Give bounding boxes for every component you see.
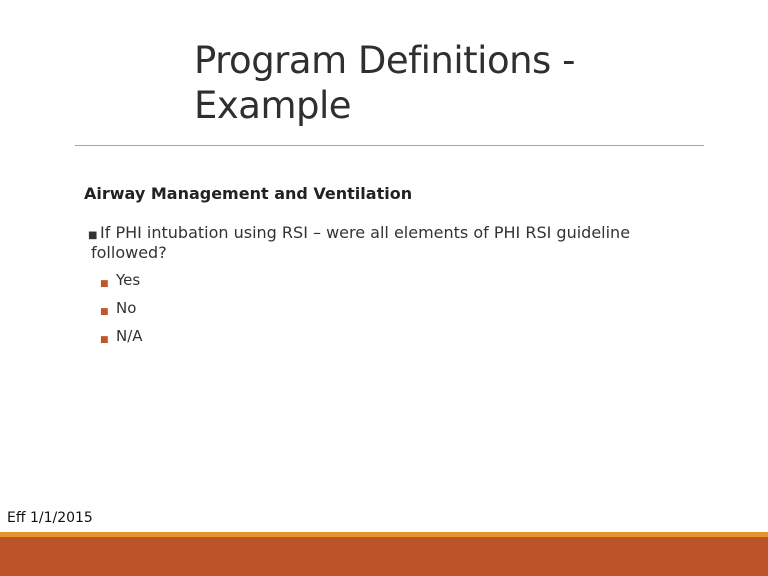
question-line-1: If PHI intubation using RSI – were all elements of PHI RSI guideline (100, 223, 631, 242)
section-subheading: Airway Management and Ventilation (84, 184, 413, 203)
question-bullet (88, 223, 698, 263)
square-bullet-icon: ■ (100, 335, 109, 345)
title-divider (75, 145, 704, 146)
answer-options-list (100, 270, 143, 354)
question-text (88, 223, 698, 263)
option-label: Yes (116, 271, 141, 289)
option-label: N/A (116, 327, 143, 345)
square-bullet-icon: ■ (100, 279, 109, 289)
question-line-2: followed? (91, 243, 167, 262)
square-bullet-icon: ■ (88, 230, 98, 241)
title-line-1: Program Definitions - (194, 39, 575, 82)
list-item (100, 270, 143, 298)
slide-title (194, 38, 714, 128)
footer-accent-bar (0, 537, 768, 576)
effective-date-footer: Eff 1/1/2015 (7, 510, 93, 526)
list-item (100, 326, 143, 354)
title-line-2: Example (194, 84, 352, 127)
option-label: No (116, 299, 137, 317)
list-item (100, 298, 143, 326)
square-bullet-icon: ■ (100, 307, 109, 317)
